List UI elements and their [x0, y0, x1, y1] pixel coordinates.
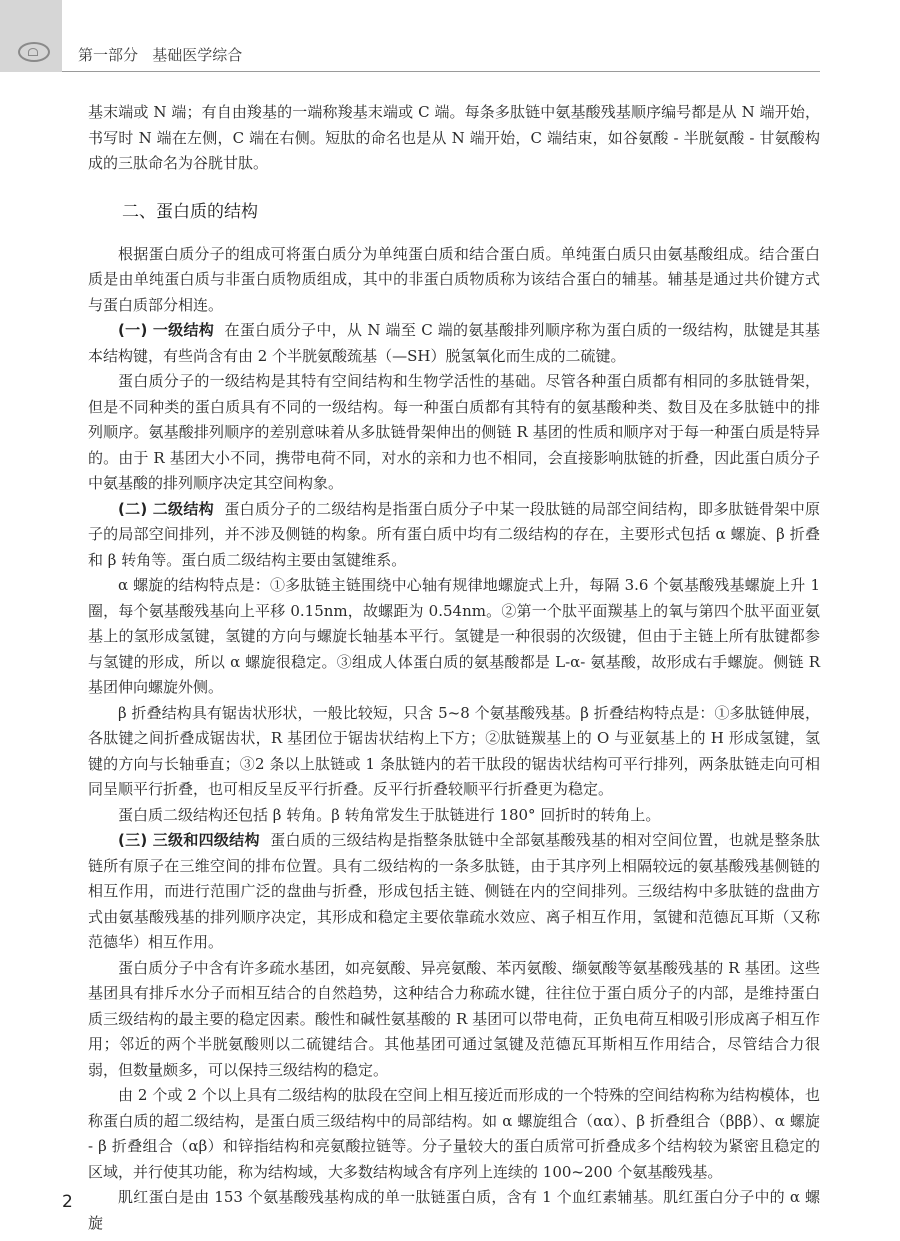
paragraph-text: 蛋白质分子的二级结构是指蛋白质分子中某一段肽链的局部空间结构，即多肽链骨架中原子的局部空间排列，并不涉及侧链的构象。所有蛋白质中均有二级结构的存在，主要形式包括 α 螺旋、β 折叠和 β 转角等。蛋白质二级结构主要由氢键维系。 — [88, 499, 820, 569]
header-tab — [0, 0, 62, 72]
paragraph: 蛋白质分子的一级结构是其特有空间结构和生物学活性的基础。尽管各种蛋白质都有相同的多肽链骨架，但是不同种类的蛋白质具有不同的一级结构。每一种蛋白质都有其特有的氨基酸种类、数目及在多肽链中的排列顺序。氨基酸排列顺序的差别意味着从多肽链骨架伸出的侧链 R 基团的性质和顺序对于每一种蛋白质是特异的。由于 R 基团大小不同，携带电荷不同，对水的亲和力也不相同，会直接影响肽链的折叠，因此蛋白质分子中氨基酸的排列顺序决定其空间构象。 — [88, 372, 820, 492]
paragraph-text: 在蛋白质分子中，从 N 端至 C 端的氨基酸排列顺序称为蛋白质的一级结构，肽键是其基本结构键，有些尚含有由 2 个半胱氨酸巯基（—SH）脱氢氧化而生成的二硫键。 — [88, 321, 820, 365]
paragraph: 肌红蛋白是由 153 个氨基酸残基构成的单一肽链蛋白质，含有 1 个血红素辅基。肌红蛋白分子中的 α 螺旋 — [88, 1188, 820, 1232]
paragraph: β 折叠结构具有锯齿状形状，一般比较短，只含 5~8 个氨基酸残基。β 折叠结构特点是：①多肽链伸展，各肽键之间折叠成锯齿状，R 基团位于锯齿状结构上下方；②肽链羰基上的 O 与亚氨基上的 H 形成氢键，氢键的方向与长轴垂直；③2 条以上肽链或 1 条肽链内的若干肽段的锯齿状结构可平行排列，两条肽链走向可相同呈顺平行折叠，也可相反呈反平行折叠。反平行折叠较顺平行折叠更为稳定。 — [88, 703, 820, 798]
paragraph: 根据蛋白质分子的组成可将蛋白质分为单纯蛋白质和结合蛋白质。单纯蛋白质只由氨基酸组成。结合蛋白质是由单纯蛋白质与非蛋白质物质组成，其中的非蛋白质物质称为该结合蛋白的辅基。辅基是通过共价键方式与蛋白质部分相连。 — [88, 244, 820, 314]
paragraph: 基末端或 N 端；有自由羧基的一端称羧基末端或 C 端。每条多肽链中氨基酸残基顺序编号都是从 N 端开始，书写时 N 端在左侧，C 端在右侧。短肽的命名也是从 N 端开始，C 端结束，如谷氨酸 - 半胱氨酸 - 甘氨酸构成的三肽命名为谷胱甘肽。 — [88, 103, 820, 172]
subsection-title: (三) 三级和四级结构 — [118, 831, 260, 849]
paragraph: α 螺旋的结构特点是：①多肽链主链围绕中心轴有规律地螺旋式上升，每隔 3.6 个氨基酸残基螺旋上升 1 圈，每个氨基酸残基向上平移 0.15nm，故螺距为 0.54nm。②第一个肽平面羰基上的氧与第四个肽平面亚氨基上的氢形成氢键，氢键的方向与螺旋长轴基本平行。氢键是一种很弱的次级键，但由于主链上所有肽键都参与氢键的形成，所以 α 螺旋很稳定。③组成人体蛋白质的氨基酸都是 L-α- 氨基酸，故形成右手螺旋。侧链 R 基团伸向螺旋外侧。 — [88, 576, 820, 696]
paragraph: 蛋白质分子中含有许多疏水基团，如亮氨酸、异亮氨酸、苯丙氨酸、缬氨酸等氨基酸残基的 R 基团。这些基团具有排斥水分子而相互结合的自然趋势，这种结合力称疏水键，往往位于蛋白质分子的内部，是维持蛋白质三级结构的最主要的稳定因素。酸性和碱性氨基酸的 R 基团可以带电荷，正负电荷互相吸引形成离子相互作用；邻近的两个半胱氨酸则以二硫键结合。其他基团可通过氢键及范德瓦耳斯相互作用结合，尽管结合力很弱，但数量颇多，可以保持三级结构的稳定。 — [88, 958, 820, 1079]
page-body — [88, 100, 820, 1236]
paragraph — [88, 497, 820, 574]
book-logo-icon — [18, 42, 50, 62]
paragraph: 由 2 个或 2 个以上具有二级结构的肽段在空间上相互接近而形成的一个特殊的空间结构称为结构模体，也称蛋白质的超二级结构，是蛋白质三级结构中的局部结构。如 α 螺旋组合（αα）、β 折叠组合（βββ）、α 螺旋 - β 折叠组合（αβ）和锌指结构和亮氨酸拉链等。分子量较大的蛋白质常可折叠成多个结构较为紧密且稳定的区域，并行使其功能，称为结构域，大多数结构域含有序列上连续的 100~200 个氨基酸残基。 — [88, 1086, 820, 1181]
paragraph — [88, 318, 820, 369]
paragraph: 蛋白质二级结构还包括 β 转角。β 转角常发生于肽链进行 180° 回折时的转角上。 — [118, 805, 661, 824]
running-header-title: 第一部分 基础医学综合 — [78, 46, 243, 64]
header-divider — [62, 71, 820, 72]
subsection-title: (一) 一级结构 — [118, 321, 215, 339]
paragraph — [88, 828, 820, 956]
section-heading: 二、蛋白质的结构 — [122, 201, 258, 222]
page-number: 2 — [62, 1192, 73, 1212]
subsection-title: (二) 二级结构 — [118, 499, 214, 518]
paragraph-text: 蛋白质的三级结构是指整条肽链中全部氨基酸残基的相对空间位置，也就是整条肽链所有原子在三维空间的排布位置。具有二级结构的一条多肽链，由于其序列上相隔较远的氨基酸残基侧链的相互作用，而进行范围广泛的盘曲与折叠，形成包括主链、侧链在内的空间排列。三级结构中多肽链的盘曲方式由氨基酸残基的排列顺序决定，其形成和稳定主要依靠疏水效应、离子相互作用，氢键和范德瓦耳斯（又称范德华）相互作用。 — [88, 831, 820, 951]
